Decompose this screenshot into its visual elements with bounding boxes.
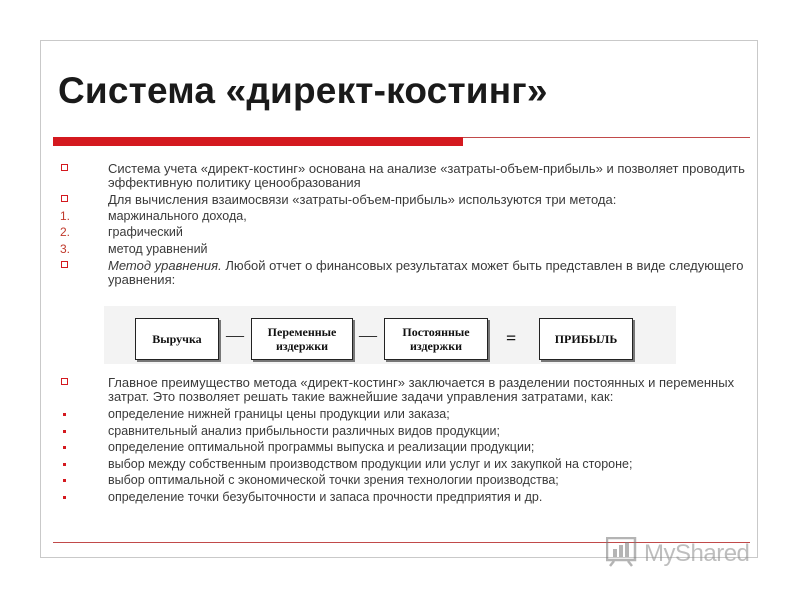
watermark xyxy=(606,536,749,572)
task-item xyxy=(60,441,750,455)
paragraph-text: Система учета «директ-костинг» основана на анализе «затраты-объем-прибыль» и позволяет проводить эффективную политику ценообразования xyxy=(108,161,745,190)
slide-title: Система «директ-костинг» xyxy=(58,70,548,111)
chart-logo-icon xyxy=(606,537,638,572)
task-item xyxy=(60,425,750,439)
method-text: графический xyxy=(108,225,183,239)
list-number: 1. xyxy=(60,208,71,223)
title-underline-thin xyxy=(463,137,750,138)
equation-equals: = xyxy=(506,328,517,348)
task-item xyxy=(60,491,750,505)
method-text: маржинального дохода, xyxy=(108,208,247,223)
task-item xyxy=(60,408,750,422)
bullet-item xyxy=(60,376,750,403)
slide-content xyxy=(60,162,750,286)
equation-minus: — xyxy=(359,325,377,345)
task-text: сравнительный анализ прибыльности различных видов продукции; xyxy=(108,423,500,438)
equation-fixed-costs-box: Постоянные издержки xyxy=(384,318,488,360)
task-text: выбор между собственным производством продукции или услуг и их закупкой на стороне; xyxy=(108,456,633,471)
method-item xyxy=(60,226,750,240)
method-item xyxy=(60,210,750,224)
bullet-item xyxy=(60,162,750,189)
list-number: 2. xyxy=(60,225,71,239)
method-text: метод уравнений xyxy=(108,241,208,256)
paragraph-text: Главное преимущество метода «директ-костинг» заключается в разделении постоянных и переменных затрат. Это позволяет решать такие важнейшие задачи управления затратами, как: xyxy=(108,375,735,404)
paragraph-text: Для вычисления взаимосвязи «затраты-объем-прибыль» используются три метода: xyxy=(108,192,617,207)
task-text: определение оптимальной программы выпуска и реализации продукции; xyxy=(108,440,535,454)
equation-profit-box: ПРИБЫЛЬ xyxy=(539,318,633,360)
paragraph-lead: Метод уравнения. xyxy=(108,258,222,273)
equation-variable-costs-box: Переменные издержки xyxy=(251,318,353,360)
slide-content-lower xyxy=(60,376,750,504)
watermark-text: MyShared xyxy=(644,540,750,567)
equation-minus: — xyxy=(226,325,244,345)
task-item xyxy=(60,458,750,472)
task-text: выбор оптимальной с экономической точки зрения технологии производства; xyxy=(108,473,559,487)
list-number: 3. xyxy=(60,241,71,256)
title-underline-accent xyxy=(53,137,463,146)
method-item xyxy=(60,243,750,257)
task-item xyxy=(60,474,750,488)
equation-revenue-box: Выручка xyxy=(135,318,219,360)
task-text: определение точки безубыточности и запаса прочности предприятия и др. xyxy=(108,489,543,504)
bullet-item xyxy=(60,259,750,286)
task-text: определение нижней границы цены продукции или заказа; xyxy=(108,407,450,421)
paragraph-text: Любой отчет о финансовых результатах может быть представлен в виде следующего уравнения: xyxy=(108,258,744,287)
bullet-item xyxy=(60,193,750,207)
